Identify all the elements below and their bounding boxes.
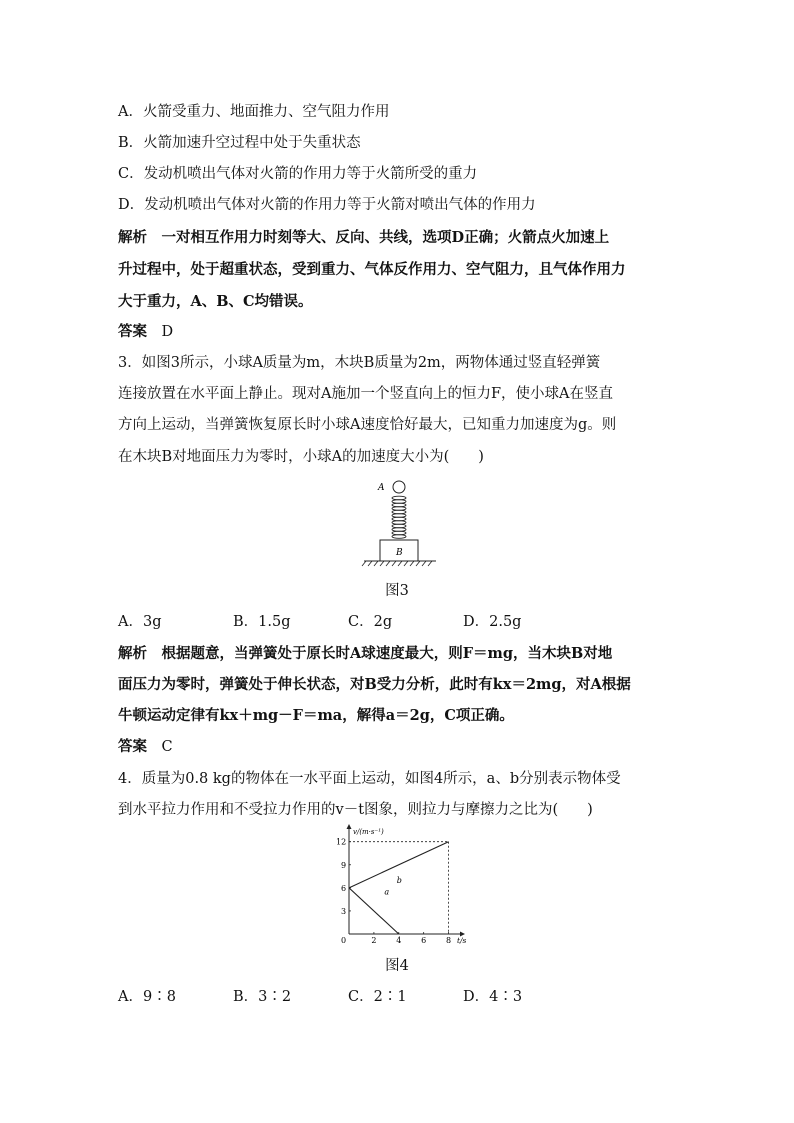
figure-3	[360, 476, 440, 574]
figure-3-label-b: B	[396, 548, 403, 558]
q3-line-2: 连接放置在水平面上静止。现对A施加一个竖直向上的恒力F，使小球A在竖直	[118, 386, 614, 402]
q3-answer-value: C	[161, 739, 173, 755]
q3-analysis-line-1	[118, 644, 612, 664]
q3-answer	[118, 737, 173, 757]
y-tick-label: 9	[341, 860, 347, 870]
q4-option-b: B．3∶2	[233, 989, 292, 1005]
series-line-a	[349, 888, 399, 934]
analysis-label: 解析	[118, 229, 147, 246]
q2-analysis-text: 一对相互作用力时刻等大、反向、共线，选项D正确；火箭点火加速上	[161, 229, 610, 246]
q4-option-d: D．4∶3	[463, 989, 523, 1005]
q2-answer	[118, 322, 173, 342]
q2-option-a: A．火箭受重力、地面推力、空气阻力作用	[118, 104, 390, 120]
x-tick-label: 0	[341, 936, 347, 945]
q2-answer-value: D	[161, 324, 174, 340]
q2-option-c: C．发动机喷出气体对火箭的作用力等于火箭所受的重力	[118, 166, 478, 182]
q3-line-1: 3．如图3所示，小球A质量为m，木块B质量为2m，两物体通过竖直轻弹簧	[118, 355, 601, 371]
series-label-a: a	[384, 887, 390, 897]
answer-label: 答案	[118, 323, 147, 340]
q3-option-d: D．2.5g	[463, 614, 522, 630]
x-tick-label: 4	[396, 936, 402, 945]
figure-4-caption: 图4	[385, 958, 409, 974]
y-axis-arrow	[347, 824, 352, 829]
q2-analysis-line-1	[118, 228, 609, 248]
q2-analysis-line-3: 大于重力，A、B、C均错误。	[118, 293, 313, 310]
spring	[392, 496, 406, 538]
q4-line-2: 到水平拉力作用和不受拉力作用的v－t图象，则拉力与摩擦力之比为( )	[118, 802, 593, 818]
x-tick-label: 6	[421, 936, 427, 945]
figure-3-label-a: A	[378, 483, 385, 493]
y-tick-label: 3	[341, 906, 347, 916]
q2-option-b: B．火箭加速升空过程中处于失重状态	[118, 135, 361, 151]
q3-analysis-line-2: 面压力为零时，弹簧处于伸长状态，对B受力分析，此时有kx＝2mg，对A根据	[118, 676, 631, 693]
q4-options	[118, 987, 578, 1007]
x-tick-label: 2	[371, 936, 377, 945]
analysis-label: 解析	[118, 645, 147, 662]
x-axis-label: t/s	[457, 936, 467, 945]
q4-option-a: A．9∶8	[118, 989, 176, 1005]
q2-option-d: D．发动机喷出气体对火箭的作用力等于火箭对喷出气体的作用力	[118, 197, 536, 213]
q3-option-b: B．1.5g	[233, 614, 291, 630]
answer-label: 答案	[118, 738, 147, 755]
q3-analysis-line-3: 牛顿运动定律有kx＋mg－F＝ma，解得a＝2g，C项正确。	[118, 707, 514, 724]
q4-option-c: C．2∶1	[348, 989, 407, 1005]
q3-option-c: C．2g	[348, 614, 393, 630]
x-tick-label: 8	[446, 936, 452, 945]
y-tick-label: 12	[336, 837, 347, 847]
q3-line-4: 在木块B对地面压力为零时，小球A的加速度大小为( )	[118, 449, 484, 465]
vt-chart	[333, 824, 467, 948]
q4-line-1: 4．质量为0.8 kg的物体在一水平面上运动，如图4所示，a、b分别表示物体受	[118, 771, 621, 787]
q2-analysis-line-2: 升过程中，处于超重状态，受到重力、气体反作用力、空气阻力，且气体作用力	[118, 261, 626, 278]
q3-analysis-text: 根据题意，当弹簧处于原长时A球速度最大，则F＝mg，当木块B对地	[161, 645, 613, 662]
q3-option-a: A．3g	[118, 614, 162, 630]
y-axis-label: v/(m·s⁻¹)	[353, 828, 384, 836]
series-label-b: b	[396, 876, 402, 886]
y-tick-label: 6	[341, 883, 347, 893]
ground-hatch	[362, 561, 432, 566]
figure-3-caption: 图3	[385, 583, 409, 599]
ball-a	[393, 481, 405, 493]
q3-options	[118, 612, 578, 632]
q3-line-3: 方向上运动，当弹簧恢复原长时小球A速度恰好最大，已知重力加速度为g。则	[118, 417, 617, 433]
